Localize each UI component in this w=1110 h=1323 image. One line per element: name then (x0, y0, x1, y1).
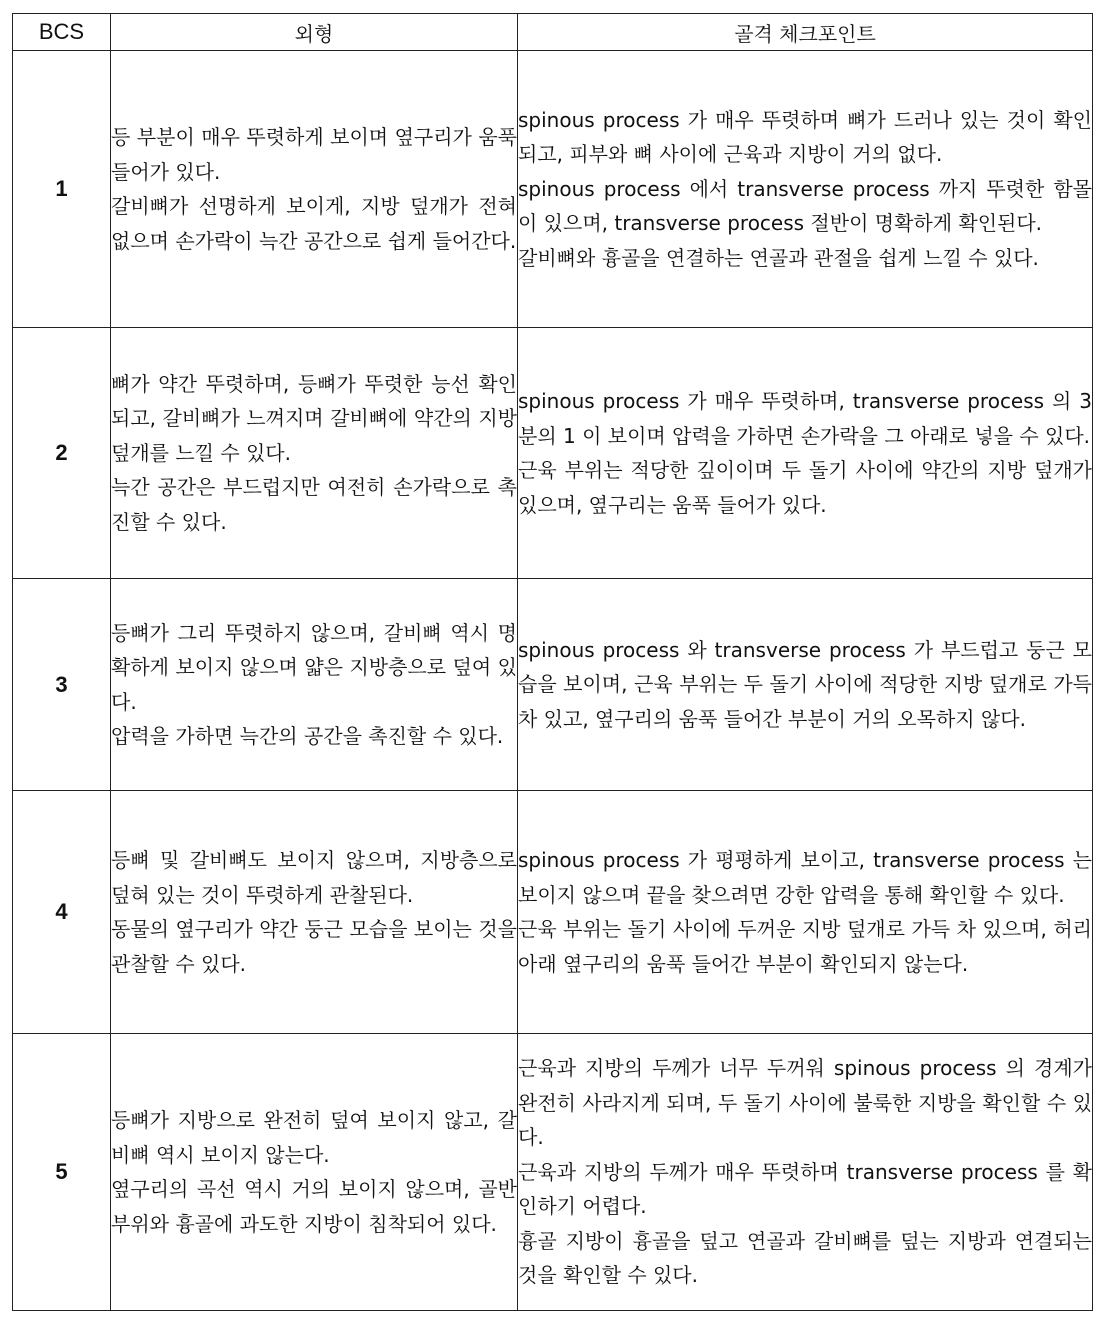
table-row (13, 51, 1093, 328)
appearance-text: 늑간 공간은 부드럽지만 여전히 손가락으로 촉진할 수 있다. (111, 475, 517, 534)
header-skeletal-checkpoints: 골격 체크포인트 (518, 14, 1093, 51)
checkpoint-text: spinous process 에서 transverse process 까지 뚜렷한 함몰이 있으며, transverse process 절반이 명확하게 확인된다. (518, 176, 1092, 236)
appearance-text: 갈비뼈가 선명하게 보이게, 지방 덮개가 전혀 없으며 손가락이 늑간 공간으로 쉽게 들어간다. (111, 194, 517, 253)
checkpoint-cell (518, 328, 1093, 579)
checkpoint-text: spinous process 와 transverse process 가 부드럽고 둥근 모습을 보이며, 근육 부위는 두 돌기 사이에 적당한 지방 덮개로 가득 차 있고, 옆구리의 움푹 들어간 부분이 거의 오목하지 않다. (518, 637, 1092, 731)
checkpoint-text: 흉골 지방이 흉골을 덮고 연골과 갈비뼈를 덮는 지방과 연결되는 것을 확인할 수 있다. (518, 1228, 1092, 1288)
appearance-text: 동물의 옆구리가 약간 둥근 모습을 보이는 것을 관찰할 수 있다. (111, 917, 517, 976)
bcs-score: 1 (13, 51, 111, 328)
appearance-cell (111, 328, 518, 579)
checkpoint-text: spinous process 가 평평하게 보이고, transverse process 는 보이지 않으며 끝을 찾으려면 강한 압력을 통해 확인할 수 있다. (518, 848, 1092, 907)
bcs-table (12, 13, 1093, 1311)
bcs-score: 3 (13, 579, 111, 791)
checkpoint-text: 근육과 지방의 두께가 매우 뚜렷하며 transverse process 를 확인하기 어렵다. (518, 1159, 1092, 1219)
appearance-text: 등뼈가 지방으로 완전히 덮여 보이지 않고, 갈비뼈 역시 보이지 않는다. (111, 1108, 517, 1167)
checkpoint-text: 근육 부위는 적당한 깊이이며 두 돌기 사이에 약간의 지방 덮개가 있으며, 옆구리는 움푹 들어가 있다. (518, 458, 1092, 517)
table-row (13, 579, 1093, 791)
header-appearance: 외형 (111, 14, 518, 51)
checkpoint-cell (518, 1034, 1093, 1311)
header-bcs: BCS (13, 14, 111, 51)
appearance-cell (111, 579, 518, 791)
checkpoint-cell (518, 579, 1093, 791)
checkpoint-cell (518, 51, 1093, 328)
table-header (13, 14, 1093, 51)
appearance-text: 등뼈가 그리 뚜렷하지 않으며, 갈비뼈 역시 명확하게 보이지 않으며 얇은 지방층으로 덮여 있다. (111, 620, 517, 714)
appearance-text: 압력을 가하면 늑간의 공간을 촉진할 수 있다. (111, 724, 504, 748)
appearance-text: 등 부분이 매우 뚜렷하게 보이며 옆구리가 움푹 들어가 있다. (111, 125, 517, 184)
checkpoint-text: spinous process 가 매우 뚜렷하며 뼈가 드러나 있는 것이 확인되고, 피부와 뼈 사이에 근육과 지방이 거의 없다. (518, 107, 1092, 167)
checkpoint-text: spinous process 가 매우 뚜렷하며, transverse process 의 3 분의 1 이 보이며 압력을 가하면 손가락을 그 아래로 넣을 수 있다. (518, 389, 1092, 448)
checkpoint-text: 근육과 지방의 두께가 너무 두꺼워 spinous process 의 경계가 완전히 사라지게 되며, 두 돌기 사이에 불룩한 지방을 확인할 수 있다. (518, 1056, 1092, 1150)
checkpoint-text: 갈비뼈와 흉골을 연결하는 연골과 관절을 쉽게 느낄 수 있다. (518, 245, 1039, 270)
bcs-score: 4 (13, 791, 111, 1034)
checkpoint-text: 근육 부위는 돌기 사이에 두꺼운 지방 덮개로 가득 차 있으며, 허리 아래 옆구리의 움푹 들어간 부분이 확인되지 않는다. (518, 917, 1092, 976)
table-row (13, 1034, 1093, 1311)
table-row (13, 328, 1093, 579)
appearance-text: 등뼈 및 갈비뼈도 보이지 않으며, 지방층으로 덮혀 있는 것이 뚜렷하게 관찰된다. (111, 848, 517, 907)
appearance-cell (111, 791, 518, 1034)
bcs-score: 2 (13, 328, 111, 579)
appearance-text: 뼈가 약간 뚜렷하며, 등뼈가 뚜렷한 능선 확인되고, 갈비뼈가 느껴지며 갈비뼈에 약간의 지방 덮개를 느낄 수 있다. (111, 371, 517, 465)
appearance-text: 옆구리의 곡선 역시 거의 보이지 않으며, 골반 부위와 흉골에 과도한 지방이 침착되어 있다. (111, 1177, 517, 1236)
appearance-cell (111, 1034, 518, 1311)
bcs-score: 5 (13, 1034, 111, 1311)
appearance-cell (111, 51, 518, 328)
table-row (13, 791, 1093, 1034)
checkpoint-cell (518, 791, 1093, 1034)
